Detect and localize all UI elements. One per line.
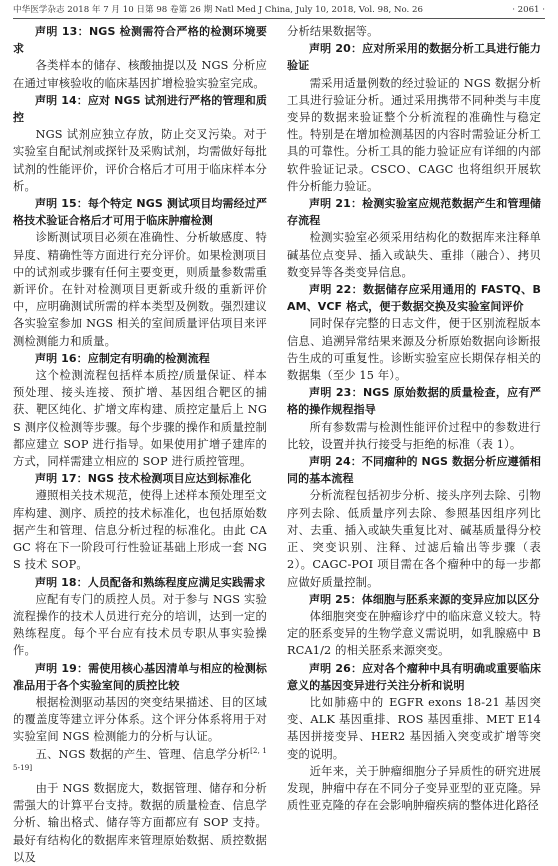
- body-paragraph: 同时保存完整的日志文件，便于区别流程版本信息、追溯异常结果来源及分析原始数据向诊断报告生成的可重复性。诊断实验室应长期保存相关的数据集（至少 15 年）。: [287, 317, 541, 383]
- body-paragraph: NGS 试剂应独立存放，防止交叉污染。对于实验室自配试剂或探针及采购试剂，均需做好每批试剂的性能评价，评价合格后才可用于临床样本分析。: [13, 128, 267, 193]
- citation-superscript: [2, 15-19]: [13, 746, 267, 772]
- body-paragraph: 需采用适量例数的经过验证的 NGS 数据分析工具进行验证分析。通过采用携带不同种类与丰度变异的数据来验证整个分析流程的准确性与稳定性。特别是在增加检测基因的内容时需验证分析工具的可靠性。分析工具的能力验证应有详细的内部软件验证记录。CSCO、CAGC 也将组织开展软件分析能力验证。: [287, 76, 541, 193]
- body-paragraph: 根据检测驱动基因的突变结果描述、目的区域的覆盖度等建立评分体系。这个评分体系将用于对实验室间 NGS 检测能力的分析与认证。: [13, 695, 267, 744]
- statement-heading: 声明 20：应对所采用的数据分析工具进行能力验证: [287, 42, 541, 73]
- body-paragraph: 应配有专门的质控人员。对于参与 NGS 实验流程操作的技术人员进行充分的培训，达到一定的熟练程度。每个平台应有技术员专职从事实验操作。: [13, 592, 267, 658]
- body-paragraph: 各类样本的储存、核酸抽提以及 NGS 分析应在通过审核验收的临床基因扩增检验实验室完成。: [13, 59, 267, 90]
- body-paragraph: 由于 NGS 数据庞大，数据管理、储存和分析需强大的计算平台支持。数据的质量检查、信息学分析、输出格式、储存等方面都应有 SOP 支持。最好有结构化的数据库来管理原始数据、质控数据以及: [13, 781, 267, 864]
- body-paragraph: 所有参数需与检测性能评价过程中的参数进行比较，设置并执行接受与拒绝的标准（表 1）。: [287, 420, 541, 451]
- statement-heading: 声明 23：NGS 原始数据的质量检查，应有严格的操作规程指导: [287, 386, 541, 417]
- running-header: [13, 4, 545, 16]
- body-paragraph: 诊断测试项目必须在准确性、分析敏感度、特异度、精确性等方面进行充分评价。如果检测项目中的试剂或步骤有任何主要变更，则质量参数需重新评价。在针对检测项目更新或升级的重新评价中，应明确测试所需的样本类型及例数。强烈建议各实验室参加 NGS 相关的室间质量评估项目来评测检测能力和质量。: [13, 231, 267, 348]
- body-paragraph: 分析流程包括初步分析、接头序列去除、引物序列去除、低质量序列去除、参照基因组序列比对、去重、插入或缺失重复比对、碱基质量得分校正、突变识别、注释、过滤后输出等步骤（表 2）。CAGC-POI 项目需在各个瘤种中的每一步都应做好质量控制。: [287, 489, 541, 589]
- statement-heading: 声明 25：体细胞与胚系来源的变异应加以区分: [309, 592, 540, 606]
- statement-heading: 声明 18：人员配备和熟练程度应满足实践需求: [35, 575, 266, 589]
- right-column: [287, 23, 541, 813]
- statement-heading: 声明 26：应对各个瘤种中具有明确或重要临床意义的基因变异进行关注分析和说明: [287, 661, 541, 692]
- statement-heading: 声明 16：应制定有明确的检测流程: [35, 351, 210, 365]
- body-paragraph: 这个检测流程包括样本质控/质量保证、样本预处理、接头连接、预扩增、基因组合靶区的捕获、靶区纯化、扩增文库构建、质控定量后上 NGS 测序仪检测等步骤。每个步骤的操作和质量控制都应建立 SOP 进行指导。如果使用扩增子建库的方式，同样需建立相应的 SOP 进行质控管理。: [13, 369, 267, 469]
- statement-heading: 声明 21：检测实验室应规范数据产生和管理储存流程: [287, 197, 541, 228]
- section-heading: 五、NGS 数据的产生、管理、信息学分析[2, 15-19]: [13, 746, 267, 772]
- body-paragraph: 遵照相关技术规范，使得上述样本预处理至文库构建、测序、质控的技术标准化，也包括原始数据产生和管理、信息分析过程的标准化。由此 CAGC 将在下一阶段可行性验证基础上形成一套 NGS 技术 SOP。: [13, 489, 267, 572]
- statement-heading: 声明 22：数据储存应采用通用的 FASTQ、BAM、VCF 格式，便于数据交换及实验室间评价: [287, 283, 541, 314]
- statement-heading: 声明 14：应对 NGS 试剂进行严格的管理和质控: [13, 93, 267, 125]
- body-paragraph: 近年来，关于肿瘤细胞分子异质性的研究进展发现，肿瘤中存在不同分子变异亚型的亚克隆。异质性亚克隆的存在会影响肿瘤疾病的整体进化路径: [287, 764, 541, 813]
- statement-heading: 声明 17：NGS 技术检测项目应达到标准化: [35, 472, 252, 486]
- left-column: [13, 23, 267, 864]
- statement-heading: 声明 24：不同瘤种的 NGS 数据分析应遵循相同的基本流程: [287, 455, 541, 486]
- page-number: · 2061 ·: [512, 5, 545, 15]
- body-paragraph: 体细胞突变在肿瘤诊疗中的临床意义较大。特定的胚系变异的生物学意义需说明，如乳腺癌中 BRCA1/2 的相关胚系来源突变。: [287, 609, 541, 658]
- header-rule: [13, 18, 545, 19]
- statement-heading: 声明 13：NGS 检测需符合严格的检测环境要求: [13, 25, 267, 56]
- journal-citation: 中华医学杂志 2018 年 7 月 10 日第 98 卷第 26 期 Natl Med J China, July 10, 2018, Vol. 98, No. 26: [13, 5, 423, 15]
- body-paragraph: 比如肺癌中的 EGFR exons 18-21 基因突变、ALK 基因重排、ROS 基因重排、MET E14 基因拼接变异、HER2 基因插入突变或扩增等突变的说明。: [287, 695, 541, 761]
- paragraph-continuation: 分析结果数据等。: [287, 25, 379, 38]
- body-paragraph: 检测实验室必须采用结构化的数据库来注释单碱基位点变异、插入或缺失、重排（融合）、拷贝数变异等各类变异信息。: [287, 231, 541, 279]
- statement-heading: 声明 15：每个特定 NGS 测试项目均需经过严格技术验证合格后才可用于临床肿瘤检测: [13, 197, 267, 228]
- statement-heading: 声明 19：需使用核心基因清单与相应的检测标准品用于各个实验室间的质控比较: [13, 661, 267, 692]
